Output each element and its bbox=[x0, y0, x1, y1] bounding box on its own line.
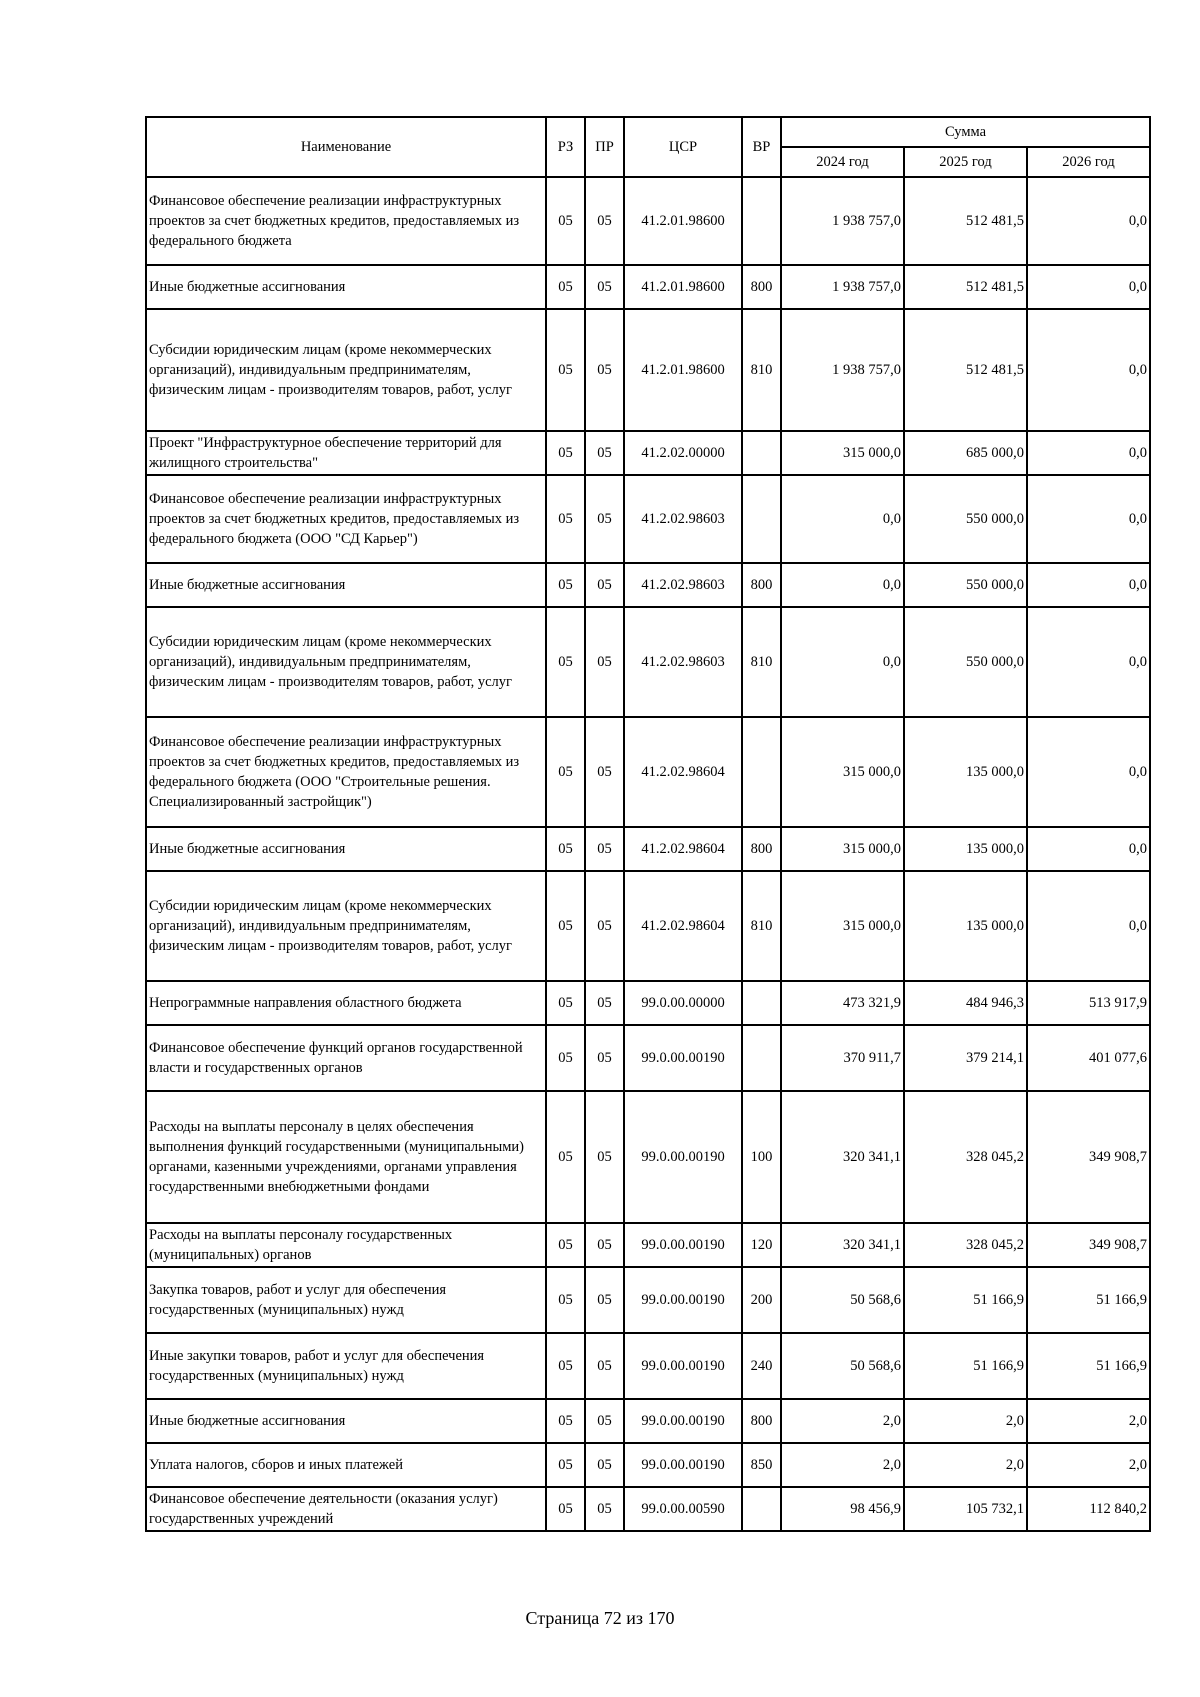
row-amount-2024: 0,0 bbox=[781, 607, 904, 717]
row-amount-2025: 105 732,1 bbox=[904, 1487, 1027, 1531]
row-csr: 99.0.00.00190 bbox=[624, 1399, 742, 1443]
row-name: Закупка товаров, работ и услуг для обеспечения государственных (муниципальных) нужд bbox=[146, 1267, 546, 1333]
row-name: Иные бюджетные ассигнования bbox=[146, 1399, 546, 1443]
row-amount-2024: 1 938 757,0 bbox=[781, 309, 904, 431]
table-row bbox=[146, 1333, 1150, 1399]
row-rz: 05 bbox=[546, 431, 585, 475]
row-amount-2026: 0,0 bbox=[1027, 871, 1150, 981]
row-amount-2024: 315 000,0 bbox=[781, 871, 904, 981]
row-amount-2026: 0,0 bbox=[1027, 177, 1150, 265]
row-vr: 800 bbox=[742, 563, 781, 607]
row-name: Иные бюджетные ассигнования bbox=[146, 827, 546, 871]
table-row bbox=[146, 1025, 1150, 1091]
row-amount-2024: 370 911,7 bbox=[781, 1025, 904, 1091]
row-vr bbox=[742, 717, 781, 827]
row-vr bbox=[742, 177, 781, 265]
row-rz: 05 bbox=[546, 265, 585, 309]
row-rz: 05 bbox=[546, 563, 585, 607]
row-amount-2026: 0,0 bbox=[1027, 431, 1150, 475]
table-row bbox=[146, 1091, 1150, 1223]
row-pr: 05 bbox=[585, 431, 624, 475]
row-csr: 41.2.02.98604 bbox=[624, 827, 742, 871]
row-name: Финансовое обеспечение функций органов государственной власти и государственных органов bbox=[146, 1025, 546, 1091]
row-csr: 41.2.02.00000 bbox=[624, 431, 742, 475]
row-csr: 41.2.01.98600 bbox=[624, 309, 742, 431]
row-vr: 800 bbox=[742, 1399, 781, 1443]
header-sum: Сумма bbox=[781, 117, 1150, 147]
row-vr bbox=[742, 1487, 781, 1531]
row-amount-2025: 550 000,0 bbox=[904, 475, 1027, 563]
page-number: Страница 72 из 170 bbox=[525, 1608, 675, 1628]
row-pr: 05 bbox=[585, 607, 624, 717]
table-body bbox=[146, 177, 1150, 1531]
row-name: Непрограммные направления областного бюджета bbox=[146, 981, 546, 1025]
row-pr: 05 bbox=[585, 1487, 624, 1531]
table-row bbox=[146, 827, 1150, 871]
row-amount-2025: 379 214,1 bbox=[904, 1025, 1027, 1091]
header-pr: ПР bbox=[585, 117, 624, 177]
table-row bbox=[146, 309, 1150, 431]
row-pr: 05 bbox=[585, 177, 624, 265]
budget-table bbox=[145, 116, 1151, 1532]
row-pr: 05 bbox=[585, 871, 624, 981]
row-rz: 05 bbox=[546, 981, 585, 1025]
row-vr: 810 bbox=[742, 871, 781, 981]
row-amount-2024: 315 000,0 bbox=[781, 717, 904, 827]
row-amount-2025: 2,0 bbox=[904, 1443, 1027, 1487]
row-amount-2026: 349 908,7 bbox=[1027, 1223, 1150, 1267]
row-amount-2024: 315 000,0 bbox=[781, 431, 904, 475]
row-csr: 99.0.00.00190 bbox=[624, 1091, 742, 1223]
row-name: Иные бюджетные ассигнования bbox=[146, 563, 546, 607]
table-row bbox=[146, 177, 1150, 265]
header-vr: ВР bbox=[742, 117, 781, 177]
row-rz: 05 bbox=[546, 1091, 585, 1223]
row-name: Финансовое обеспечение деятельности (оказания услуг) государственных учреждений bbox=[146, 1487, 546, 1531]
row-amount-2025: 2,0 bbox=[904, 1399, 1027, 1443]
row-amount-2024: 50 568,6 bbox=[781, 1267, 904, 1333]
header-rz: РЗ bbox=[546, 117, 585, 177]
row-amount-2024: 320 341,1 bbox=[781, 1223, 904, 1267]
row-name: Субсидии юридическим лицам (кроме некоммерческих организаций), индивидуальным предпринимателям, физическим лицам - производителям товаров, работ, услуг bbox=[146, 871, 546, 981]
row-amount-2026: 112 840,2 bbox=[1027, 1487, 1150, 1531]
table-row bbox=[146, 1443, 1150, 1487]
row-pr: 05 bbox=[585, 563, 624, 607]
row-pr: 05 bbox=[585, 309, 624, 431]
row-csr: 41.2.01.98600 bbox=[624, 177, 742, 265]
header-year-2026: 2026 год bbox=[1027, 147, 1150, 177]
row-amount-2024: 1 938 757,0 bbox=[781, 265, 904, 309]
header-year-2024: 2024 год bbox=[781, 147, 904, 177]
row-amount-2024: 0,0 bbox=[781, 475, 904, 563]
row-vr bbox=[742, 981, 781, 1025]
row-vr: 810 bbox=[742, 607, 781, 717]
row-pr: 05 bbox=[585, 475, 624, 563]
row-pr: 05 bbox=[585, 265, 624, 309]
table-row bbox=[146, 607, 1150, 717]
row-rz: 05 bbox=[546, 871, 585, 981]
row-name: Расходы на выплаты персоналу государственных (муниципальных) органов bbox=[146, 1223, 546, 1267]
row-amount-2026: 51 166,9 bbox=[1027, 1333, 1150, 1399]
row-vr bbox=[742, 475, 781, 563]
row-amount-2025: 512 481,5 bbox=[904, 177, 1027, 265]
row-amount-2026: 0,0 bbox=[1027, 309, 1150, 431]
row-csr: 41.2.02.98604 bbox=[624, 717, 742, 827]
row-rz: 05 bbox=[546, 177, 585, 265]
row-csr: 99.0.00.00190 bbox=[624, 1025, 742, 1091]
row-amount-2025: 51 166,9 bbox=[904, 1267, 1027, 1333]
row-amount-2026: 0,0 bbox=[1027, 827, 1150, 871]
row-amount-2025: 512 481,5 bbox=[904, 265, 1027, 309]
row-name: Субсидии юридическим лицам (кроме некоммерческих организаций), индивидуальным предпринимателям, физическим лицам - производителям товаров, работ, услуг bbox=[146, 309, 546, 431]
row-rz: 05 bbox=[546, 309, 585, 431]
row-amount-2024: 0,0 bbox=[781, 563, 904, 607]
table-row bbox=[146, 1223, 1150, 1267]
row-amount-2026: 401 077,6 bbox=[1027, 1025, 1150, 1091]
row-csr: 41.2.01.98600 bbox=[624, 265, 742, 309]
row-vr: 100 bbox=[742, 1091, 781, 1223]
row-amount-2025: 484 946,3 bbox=[904, 981, 1027, 1025]
row-rz: 05 bbox=[546, 717, 585, 827]
table-row bbox=[146, 1487, 1150, 1531]
row-pr: 05 bbox=[585, 1223, 624, 1267]
table-row bbox=[146, 431, 1150, 475]
row-csr: 41.2.02.98603 bbox=[624, 563, 742, 607]
header-year-2025: 2025 год bbox=[904, 147, 1027, 177]
row-csr: 41.2.02.98604 bbox=[624, 871, 742, 981]
row-vr: 800 bbox=[742, 827, 781, 871]
table-row bbox=[146, 1267, 1150, 1333]
row-csr: 41.2.02.98603 bbox=[624, 607, 742, 717]
header-name: Наименование bbox=[146, 117, 546, 177]
row-vr: 120 bbox=[742, 1223, 781, 1267]
row-amount-2024: 1 938 757,0 bbox=[781, 177, 904, 265]
row-pr: 05 bbox=[585, 1399, 624, 1443]
row-rz: 05 bbox=[546, 1399, 585, 1443]
row-amount-2026: 513 917,9 bbox=[1027, 981, 1150, 1025]
row-vr: 810 bbox=[742, 309, 781, 431]
row-rz: 05 bbox=[546, 475, 585, 563]
row-amount-2026: 0,0 bbox=[1027, 607, 1150, 717]
row-amount-2024: 315 000,0 bbox=[781, 827, 904, 871]
row-csr: 99.0.00.00190 bbox=[624, 1443, 742, 1487]
row-amount-2024: 2,0 bbox=[781, 1399, 904, 1443]
row-pr: 05 bbox=[585, 1333, 624, 1399]
row-amount-2026: 51 166,9 bbox=[1027, 1267, 1150, 1333]
row-rz: 05 bbox=[546, 827, 585, 871]
row-amount-2025: 550 000,0 bbox=[904, 563, 1027, 607]
table-row bbox=[146, 1399, 1150, 1443]
row-pr: 05 bbox=[585, 827, 624, 871]
row-pr: 05 bbox=[585, 717, 624, 827]
row-rz: 05 bbox=[546, 1223, 585, 1267]
row-vr: 200 bbox=[742, 1267, 781, 1333]
row-name: Финансовое обеспечение реализации инфраструктурных проектов за счет бюджетных кредитов, предоставляемых из федерального бюджета (ООО "Строительные решения. Специализированный застройщик") bbox=[146, 717, 546, 827]
row-name: Уплата налогов, сборов и иных платежей bbox=[146, 1443, 546, 1487]
row-amount-2025: 51 166,9 bbox=[904, 1333, 1027, 1399]
row-name: Субсидии юридическим лицам (кроме некоммерческих организаций), индивидуальным предпринимателям, физическим лицам - производителям товаров, работ, услуг bbox=[146, 607, 546, 717]
row-csr: 99.0.00.00000 bbox=[624, 981, 742, 1025]
row-amount-2025: 328 045,2 bbox=[904, 1091, 1027, 1223]
row-amount-2025: 135 000,0 bbox=[904, 871, 1027, 981]
row-amount-2026: 0,0 bbox=[1027, 265, 1150, 309]
table-row bbox=[146, 871, 1150, 981]
row-name: Иные бюджетные ассигнования bbox=[146, 265, 546, 309]
row-amount-2025: 328 045,2 bbox=[904, 1223, 1027, 1267]
row-rz: 05 bbox=[546, 1025, 585, 1091]
row-amount-2026: 2,0 bbox=[1027, 1399, 1150, 1443]
row-csr: 99.0.00.00590 bbox=[624, 1487, 742, 1531]
row-rz: 05 bbox=[546, 607, 585, 717]
table-row bbox=[146, 563, 1150, 607]
row-amount-2024: 320 341,1 bbox=[781, 1091, 904, 1223]
row-amount-2025: 135 000,0 bbox=[904, 827, 1027, 871]
row-rz: 05 bbox=[546, 1333, 585, 1399]
row-vr bbox=[742, 431, 781, 475]
row-csr: 99.0.00.00190 bbox=[624, 1333, 742, 1399]
row-rz: 05 bbox=[546, 1267, 585, 1333]
table-row bbox=[146, 265, 1150, 309]
row-pr: 05 bbox=[585, 1025, 624, 1091]
row-amount-2025: 512 481,5 bbox=[904, 309, 1027, 431]
row-pr: 05 bbox=[585, 981, 624, 1025]
table-row bbox=[146, 717, 1150, 827]
row-vr: 850 bbox=[742, 1443, 781, 1487]
row-rz: 05 bbox=[546, 1487, 585, 1531]
row-amount-2026: 2,0 bbox=[1027, 1443, 1150, 1487]
row-name: Иные закупки товаров, работ и услуг для обеспечения государственных (муниципальных) нужд bbox=[146, 1333, 546, 1399]
row-amount-2025: 135 000,0 bbox=[904, 717, 1027, 827]
row-csr: 99.0.00.00190 bbox=[624, 1267, 742, 1333]
row-vr: 240 bbox=[742, 1333, 781, 1399]
row-amount-2026: 0,0 bbox=[1027, 563, 1150, 607]
row-amount-2024: 473 321,9 bbox=[781, 981, 904, 1025]
row-name: Проект "Инфраструктурное обеспечение территорий для жилищного строительства" bbox=[146, 431, 546, 475]
row-name: Финансовое обеспечение реализации инфраструктурных проектов за счет бюджетных кредитов, предоставляемых из федерального бюджета bbox=[146, 177, 546, 265]
header-csr: ЦСР bbox=[624, 117, 742, 177]
row-amount-2024: 98 456,9 bbox=[781, 1487, 904, 1531]
row-csr: 99.0.00.00190 bbox=[624, 1223, 742, 1267]
row-amount-2024: 50 568,6 bbox=[781, 1333, 904, 1399]
row-amount-2026: 349 908,7 bbox=[1027, 1091, 1150, 1223]
row-pr: 05 bbox=[585, 1091, 624, 1223]
row-vr: 800 bbox=[742, 265, 781, 309]
row-rz: 05 bbox=[546, 1443, 585, 1487]
table-row bbox=[146, 475, 1150, 563]
table-row bbox=[146, 981, 1150, 1025]
row-pr: 05 bbox=[585, 1267, 624, 1333]
row-amount-2025: 685 000,0 bbox=[904, 431, 1027, 475]
row-csr: 41.2.02.98603 bbox=[624, 475, 742, 563]
row-name: Расходы на выплаты персоналу в целях обеспечения выполнения функций государственными (муниципальными) органами, казенными учреждениями, органами управления государственными внебюджетными фондами bbox=[146, 1091, 546, 1223]
row-amount-2025: 550 000,0 bbox=[904, 607, 1027, 717]
row-pr: 05 bbox=[585, 1443, 624, 1487]
row-name: Финансовое обеспечение реализации инфраструктурных проектов за счет бюджетных кредитов, предоставляемых из федерального бюджета (ООО "СД Карьер") bbox=[146, 475, 546, 563]
row-amount-2024: 2,0 bbox=[781, 1443, 904, 1487]
row-amount-2026: 0,0 bbox=[1027, 717, 1150, 827]
row-amount-2026: 0,0 bbox=[1027, 475, 1150, 563]
row-vr bbox=[742, 1025, 781, 1091]
